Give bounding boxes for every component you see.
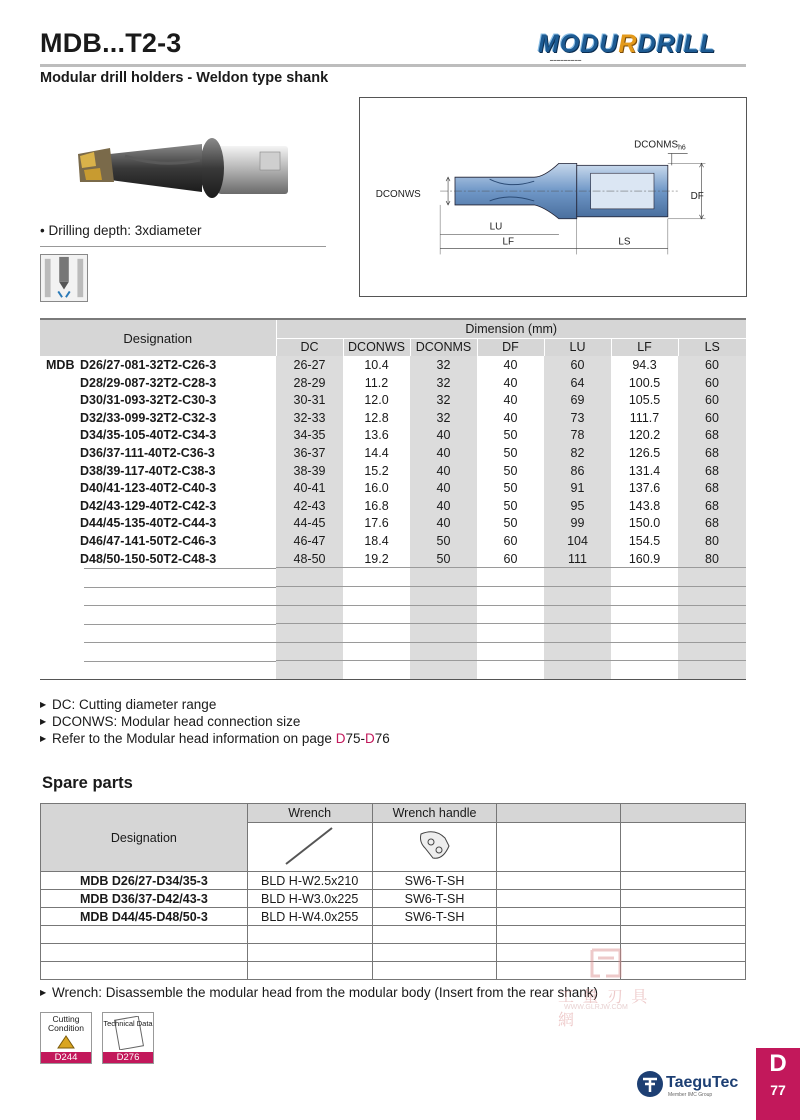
value-cell-dconms: 32	[410, 356, 477, 374]
empty-cell	[611, 568, 678, 587]
value-cell-lu: 82	[544, 444, 611, 462]
empty-cell	[611, 624, 678, 643]
value-cell-lu: 64	[544, 374, 611, 392]
spare-empty-cell	[497, 823, 621, 872]
spare-empty-cell	[372, 926, 497, 944]
spare-empty-cell	[497, 908, 621, 926]
table-row	[40, 444, 746, 462]
empty-cell	[40, 624, 276, 643]
empty-cell	[343, 568, 410, 587]
insert-icon	[55, 1033, 77, 1051]
value-cell-lf: 160.9	[628, 551, 661, 566]
spare-wrench-cell: BLD H-W2.5x210	[247, 872, 372, 890]
empty-cell	[477, 586, 544, 605]
technical-data-badge[interactable]: Technical Data D276	[102, 1012, 154, 1064]
designation-cell: D46/47-141-50T2-C46-3	[80, 533, 217, 548]
taegutec-emblem-icon	[636, 1070, 664, 1098]
value-cell-dconws: 17.6	[364, 516, 389, 531]
spare-designation-header: Designation	[41, 804, 248, 872]
brand-tagline: ━━━━━━━━━	[550, 58, 582, 64]
value-cell-dconms: 40	[410, 462, 477, 480]
empty-cell	[40, 642, 276, 661]
value-cell-df: 50	[503, 445, 518, 460]
empty-cell	[276, 642, 343, 661]
spare-empty-cell	[497, 926, 621, 944]
designation-cell: D36/37-111-40T2-C36-3	[80, 445, 215, 460]
modu-drill-logo	[538, 30, 750, 64]
value-cell-dconms: 40	[410, 497, 477, 515]
table-row	[40, 515, 746, 533]
spare-empty-cell	[621, 890, 746, 908]
table-row	[40, 550, 746, 568]
empty-cell	[544, 624, 611, 643]
value-cell-df: 50	[503, 481, 518, 496]
value-cell-ls: 60	[678, 356, 746, 374]
value-cell-dc: 48-50	[276, 550, 343, 568]
wrench-note: ▶ Wrench: Disassemble the modular head from the modular body (Insert from the rear shank)	[40, 985, 598, 1000]
column-header-lf: LF	[611, 338, 678, 356]
designation-cell: D48/50-150-50T2-C48-3	[80, 551, 217, 566]
spare-empty-header	[497, 804, 621, 823]
spare-empty-cell	[497, 890, 621, 908]
watermark-logo	[588, 946, 624, 980]
value-cell-lf: 137.6	[628, 481, 661, 496]
column-header-lu: LU	[544, 338, 611, 356]
value-cell-dc: 34-35	[276, 427, 343, 445]
value-cell-lf: 150.0	[628, 516, 661, 531]
designation-cell: MDB D26/27-081-32T2-C26-3	[46, 357, 217, 372]
lu-dim-label: LU	[489, 221, 503, 233]
empty-row	[40, 568, 746, 587]
empty-cell	[477, 605, 544, 624]
empty-cell	[477, 624, 544, 643]
value-cell-lu: 95	[544, 497, 611, 515]
wrench-icon	[280, 824, 340, 868]
value-cell-ls: 68	[678, 444, 746, 462]
value-cell-dc: 44-45	[276, 515, 343, 533]
dimension-table	[40, 318, 746, 680]
empty-cell	[343, 642, 410, 661]
spare-empty-header	[621, 804, 746, 823]
spare-empty-cell	[41, 944, 248, 962]
value-cell-dc: 30-31	[276, 391, 343, 409]
value-cell-dconws: 16.8	[364, 498, 389, 513]
spare-designation-cell: MDB D44/45-D48/50-3	[41, 908, 248, 926]
empty-cell	[611, 605, 678, 624]
value-cell-dconws: 16.0	[364, 481, 389, 496]
wrench-handle-image-cell	[372, 823, 497, 872]
value-cell-dconms: 50	[410, 550, 477, 568]
spare-empty-cell	[372, 944, 497, 962]
spare-designation-cell: MDB D36/37-D42/43-3	[41, 890, 248, 908]
value-cell-lu: 91	[544, 479, 611, 497]
drilling-depth-icon	[40, 254, 88, 302]
value-cell-df: 40	[503, 375, 518, 390]
taegutec-logo: TaeguTec Member IMC Group	[636, 1068, 756, 1102]
designation-header: Designation	[40, 319, 276, 356]
spare-empty-cell	[621, 823, 746, 872]
empty-cell	[611, 642, 678, 661]
value-cell-ls: 68	[678, 497, 746, 515]
spare-designation-cell: MDB D26/27-D34/35-3	[41, 872, 248, 890]
value-cell-dc: 46-47	[276, 532, 343, 550]
value-cell-ls: 60	[678, 409, 746, 427]
dconws-dim-label: DCONWS	[375, 189, 421, 200]
empty-cell	[40, 661, 276, 680]
value-cell-lf: 94.3	[632, 357, 657, 372]
empty-cell	[410, 661, 477, 680]
value-cell-dconms: 40	[410, 427, 477, 445]
table-row	[40, 497, 746, 515]
empty-cell	[276, 605, 343, 624]
spare-empty-cell	[247, 944, 372, 962]
spare-empty-row	[41, 926, 746, 944]
page-number: 77	[770, 1082, 786, 1098]
value-cell-dconms: 40	[410, 515, 477, 533]
value-cell-ls: 68	[678, 515, 746, 533]
value-cell-dconws: 12.8	[364, 410, 389, 425]
value-cell-dc: 38-39	[276, 462, 343, 480]
value-cell-dconms: 50	[410, 532, 477, 550]
empty-cell	[611, 586, 678, 605]
ls-dim-label: LS	[618, 236, 631, 248]
empty-cell	[544, 568, 611, 587]
value-cell-df: 50	[503, 498, 518, 513]
dimension-group-header: Dimension (mm)	[276, 319, 746, 338]
value-cell-lf: 131.4	[628, 463, 661, 478]
empty-cell	[544, 642, 611, 661]
value-cell-lu: 73	[544, 409, 611, 427]
value-cell-df: 40	[503, 357, 518, 372]
empty-cell	[544, 586, 611, 605]
spare-handle-cell: SW6-T-SH	[372, 890, 497, 908]
page-subtitle: Modular drill holders - Weldon type shank	[40, 70, 329, 86]
title-rule	[40, 64, 746, 67]
value-cell-dconws: 13.6	[364, 428, 389, 443]
value-cell-ls: 80	[678, 550, 746, 568]
value-cell-dconms: 40	[410, 479, 477, 497]
table-row	[40, 374, 746, 392]
empty-cell	[40, 568, 276, 587]
table-row	[40, 479, 746, 497]
empty-cell	[678, 642, 746, 661]
empty-cell	[410, 642, 477, 661]
value-cell-df: 50	[503, 463, 518, 478]
value-cell-df: 40	[503, 410, 518, 425]
designation-cell: D28/29-087-32T2-C28-3	[80, 375, 217, 390]
empty-cell	[678, 624, 746, 643]
value-cell-lu: 86	[544, 462, 611, 480]
empty-cell	[678, 661, 746, 680]
value-cell-ls: 68	[678, 427, 746, 445]
value-cell-dconms: 40	[410, 444, 477, 462]
empty-cell	[477, 661, 544, 680]
watermark: 工 量 刃 具 網 WWW.GLRJW.COM	[548, 946, 668, 1010]
empty-row	[40, 661, 746, 680]
value-cell-dc: 32-33	[276, 409, 343, 427]
empty-cell	[343, 661, 410, 680]
value-cell-ls: 60	[678, 391, 746, 409]
table-row	[40, 427, 746, 445]
spare-row	[41, 890, 746, 908]
product-image	[70, 130, 300, 205]
column-header-dconms: DCONMS	[410, 338, 477, 356]
dconms-dim-label: $DCONMS_{h6}$	[634, 139, 686, 152]
column-header-ls: LS	[678, 338, 746, 356]
empty-cell	[40, 586, 276, 605]
empty-cell	[410, 586, 477, 605]
drilling-depth-note: • Drilling depth: 3xdiameter	[40, 223, 202, 238]
spare-row	[41, 908, 746, 926]
table-notes	[40, 696, 390, 747]
spare-wrench-cell: BLD H-W4.0x255	[247, 908, 372, 926]
value-cell-dconws: 15.2	[364, 463, 389, 478]
value-cell-dconws: 12.0	[364, 393, 389, 408]
spare-empty-cell	[247, 926, 372, 944]
value-cell-lu: 60	[544, 356, 611, 374]
value-cell-lf: 100.5	[628, 375, 661, 390]
value-cell-df: 60	[503, 533, 518, 548]
value-cell-dconws: 19.2	[364, 551, 389, 566]
value-cell-dconms: 32	[410, 409, 477, 427]
empty-cell	[678, 605, 746, 624]
empty-row	[40, 605, 746, 624]
empty-cell	[410, 624, 477, 643]
df-dim-label: DF	[690, 190, 704, 202]
empty-cell	[276, 586, 343, 605]
value-cell-dc: 40-41	[276, 479, 343, 497]
dimension-drawing	[359, 97, 747, 297]
value-cell-lu: 69	[544, 391, 611, 409]
value-cell-dconws: 11.2	[364, 375, 389, 390]
empty-cell	[343, 586, 410, 605]
spare-handle-cell: SW6-T-SH	[372, 908, 497, 926]
value-cell-dconms: 32	[410, 391, 477, 409]
empty-cell	[544, 661, 611, 680]
spare-empty-cell	[372, 962, 497, 980]
designation-cell: D42/43-129-40T2-C42-3	[80, 498, 217, 513]
column-header-dconws: DCONWS	[343, 338, 410, 356]
table-row	[40, 462, 746, 480]
cutting-condition-badge[interactable]: Cutting Condition D244	[40, 1012, 92, 1064]
table-row	[40, 409, 746, 427]
spare-parts-title: Spare parts	[42, 774, 133, 792]
empty-cell	[410, 568, 477, 587]
value-cell-lf: 143.8	[628, 498, 661, 513]
empty-row	[40, 586, 746, 605]
value-cell-df: 40	[503, 393, 518, 408]
wrench-header: Wrench	[247, 804, 372, 823]
wrench-image-cell	[247, 823, 372, 872]
empty-cell	[276, 624, 343, 643]
spare-row	[41, 872, 746, 890]
wrench-handle-icon	[405, 824, 465, 868]
empty-cell	[611, 661, 678, 680]
value-cell-dc: 26-27	[276, 356, 343, 374]
spare-empty-cell	[621, 908, 746, 926]
value-cell-lf: 126.5	[628, 445, 661, 460]
value-cell-ls: 80	[678, 532, 746, 550]
empty-cell	[544, 605, 611, 624]
empty-cell	[477, 568, 544, 587]
spare-handle-cell: SW6-T-SH	[372, 872, 497, 890]
designation-cell: D40/41-123-40T2-C40-3	[80, 481, 217, 496]
value-cell-lu: 99	[544, 515, 611, 533]
section-letter: D	[769, 1050, 787, 1077]
note-dconws: ▶ DCONWS: Modular head connection size	[40, 714, 301, 729]
value-cell-dconms: 32	[410, 374, 477, 392]
value-cell-df: 50	[503, 516, 518, 531]
value-cell-lu: 111	[544, 550, 611, 568]
empty-cell	[40, 605, 276, 624]
value-cell-lf: 120.2	[628, 428, 661, 443]
empty-cell	[477, 642, 544, 661]
value-cell-df: 50	[503, 428, 518, 443]
designation-cell: D32/33-099-32T2-C32-3	[80, 410, 217, 425]
table-row	[40, 391, 746, 409]
value-cell-lu: 78	[544, 427, 611, 445]
spare-empty-cell	[621, 872, 746, 890]
note-refer: ▶ Refer to the Modular head information on page D75-D76	[40, 731, 390, 746]
spare-empty-cell	[497, 872, 621, 890]
value-cell-dconws: 14.4	[364, 445, 389, 460]
designation-cell: D34/35-105-40T2-C34-3	[80, 428, 217, 443]
spare-empty-cell	[41, 962, 248, 980]
brand-wordmark: MODURDRILL	[538, 30, 717, 58]
value-cell-ls: 60	[678, 374, 746, 392]
spare-wrench-cell: BLD H-W3.0x225	[247, 890, 372, 908]
value-cell-dc: 28-29	[276, 374, 343, 392]
divider	[40, 246, 326, 247]
spare-empty-cell	[621, 926, 746, 944]
page-title: MDB...T2-3	[40, 28, 182, 58]
value-cell-lf: 111.7	[629, 410, 660, 425]
value-cell-dconws: 10.4	[364, 357, 389, 372]
column-header-df: DF	[477, 338, 544, 356]
section-tab	[756, 1048, 800, 1120]
spare-empty-cell	[41, 926, 248, 944]
value-cell-dconws: 18.4	[364, 533, 389, 548]
spare-empty-cell	[247, 962, 372, 980]
empty-cell	[276, 568, 343, 587]
empty-row	[40, 624, 746, 643]
designation-cell: D44/45-135-40T2-C44-3	[80, 516, 217, 531]
empty-cell	[343, 624, 410, 643]
value-cell-lu: 104	[544, 532, 611, 550]
column-header-dc: DC	[276, 338, 343, 356]
empty-row	[40, 642, 746, 661]
empty-cell	[276, 661, 343, 680]
designation-cell: D38/39-117-40T2-C38-3	[80, 463, 216, 478]
table-row	[40, 356, 746, 374]
value-cell-dc: 36-37	[276, 444, 343, 462]
wrench-handle-header: Wrench handle	[372, 804, 497, 823]
empty-cell	[678, 586, 746, 605]
designation-cell: D30/31-093-32T2-C30-3	[80, 393, 217, 408]
note-dc: ▶ DC: Cutting diameter range	[40, 697, 217, 712]
empty-cell	[678, 568, 746, 587]
table-row	[40, 532, 746, 550]
lf-dim-label: LF	[502, 236, 515, 248]
value-cell-ls: 68	[678, 462, 746, 480]
empty-cell	[410, 605, 477, 624]
value-cell-dc: 42-43	[276, 497, 343, 515]
value-cell-lf: 105.5	[628, 393, 661, 408]
value-cell-df: 60	[503, 551, 518, 566]
value-cell-ls: 68	[678, 479, 746, 497]
value-cell-lf: 154.5	[628, 533, 661, 548]
empty-cell	[343, 605, 410, 624]
